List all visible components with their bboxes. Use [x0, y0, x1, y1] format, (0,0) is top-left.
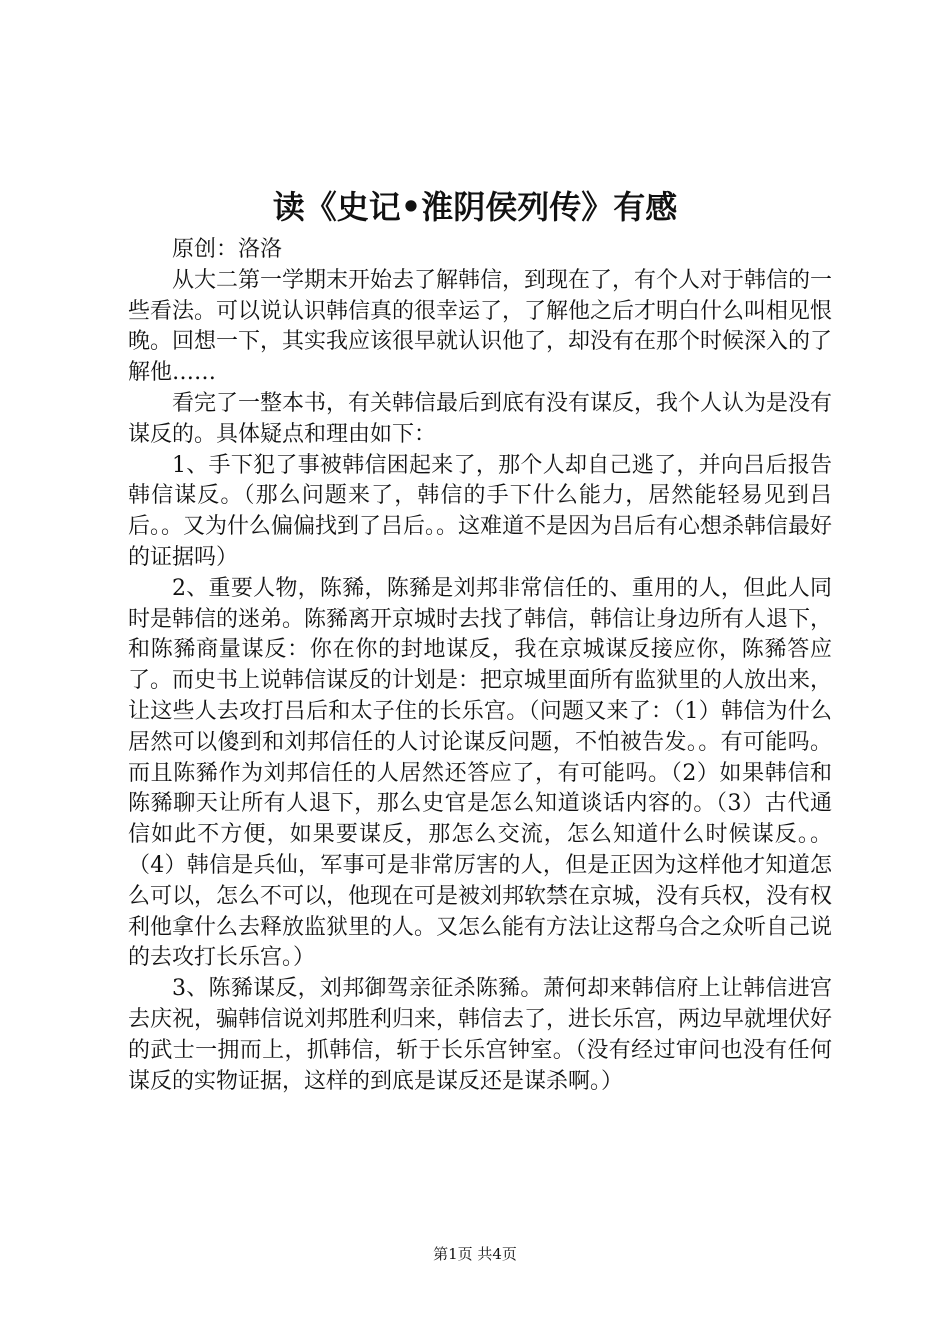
paragraph-opinion: 看完了一整本书，有关韩信最后到底有没有谋反，我个人认为是没有谋反的。具体疑点和理由如下： — [128, 390, 833, 447]
paragraph-point-1: 1、手下犯了事被韩信困起来了，那个人却自己逃了，并向吕后报告韩信谋反。（那么问题来了，韩信的手下什么能力，居然能轻易见到吕后。。又为什么偏偏找到了吕后。。这难道不是因为吕后有心想杀韩信最好的证据吗） — [128, 452, 833, 570]
paragraph-intro: 从大二第一学期末开始去了解韩信，到现在了，有个人对于韩信的一些看法。可以说认识韩信真的很幸运了，了解他之后才明白什么叫相见恨晚。回想一下，其实我应该很早就认识他了，却没有在那个时候深入的了解他…… — [128, 267, 833, 386]
document-body — [128, 235, 832, 1097]
author-line: 原创：洛洛 — [172, 237, 283, 262]
paragraph-point-2: 2、重要人物，陈豨，陈豨是刘邦非常信任的、重用的人，但此人同时是韩信的迷弟。陈豨离开京城时去找了韩信，韩信让身边所有人退下，和陈豨商量谋反：你在你的封地谋反，我在京城谋反接应你，陈豨答应了。而史书上说韩信谋反的计划是：把京城里面所有监狱里的人放出来，让这些人去攻打吕后和太子住的长乐宫。（问题又来了：（1）韩信为什么居然可以傻到和刘邦信任的人讨论谋反问题，不怕被告发。。有可能吗。而且陈豨作为刘邦信任的人居然还答应了，有可能吗。（2）如果韩信和陈豨聊天让所有人退下，那么史官是怎么知道谈话内容的。（3）古代通信如此不方便，如果要谋反，那怎么交流，怎么知道什么时候谋反。。（4）韩信是兵仙，军事可是非常厉害的人，但是正因为这样他才知道怎么可以，怎么不可以，他现在可是被刘邦软禁在京城，没有兵权，没有权利他拿什么去释放监狱里的人。又怎么能有方法让这帮乌合之众听自己说的去攻打长乐宫。） — [128, 575, 833, 971]
page-number-footer: 第1页 共4页 — [433, 1245, 517, 1263]
document-title: 读《史记•淮阴侯列传》有感 — [272, 188, 678, 226]
paragraph-point-3: 3、陈豨谋反，刘邦御驾亲征杀陈豨。萧何却来韩信府上让韩信进宫去庆祝，骗韩信说刘邦胜利归来，韩信去了，进长乐宫，两边早就埋伏好的武士一拥而上，抓韩信，斩于长乐宫钟室。（没有经过审问也没有任何谋反的实物证据，这样的到底是谋反还是谋杀啊。） — [128, 976, 833, 1094]
